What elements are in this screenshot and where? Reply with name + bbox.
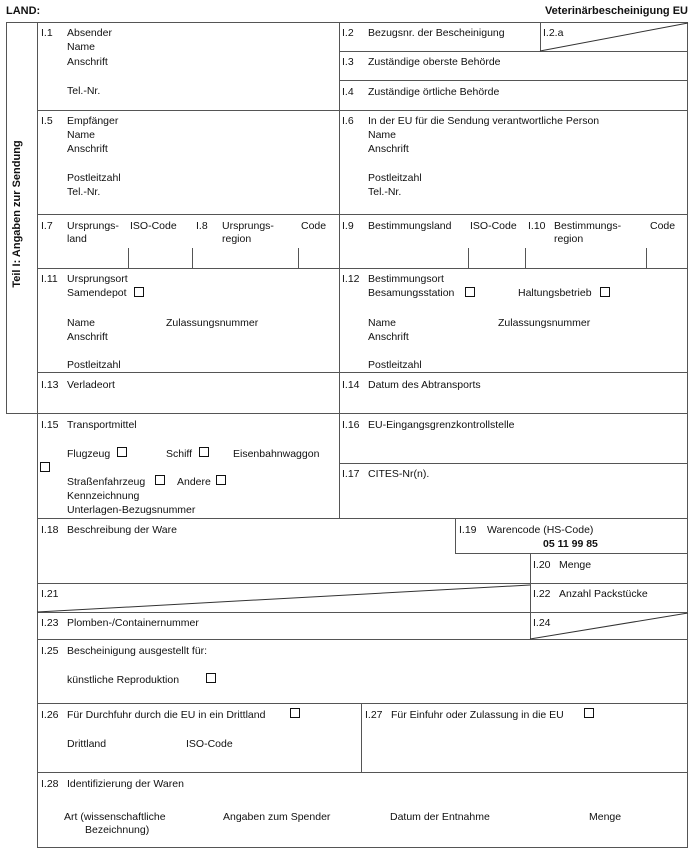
field-label: Anschrift — [67, 143, 108, 155]
box-number: I.8 — [196, 220, 208, 232]
box-number: I.25 — [41, 645, 59, 657]
grid-line — [37, 703, 688, 704]
grid-line — [339, 463, 688, 464]
box-number: I.22 — [533, 588, 551, 600]
box-i2a-number: I.2.a — [543, 27, 564, 39]
option-label: Andere — [177, 476, 211, 488]
grid-line — [298, 248, 299, 268]
box-number: I.1 — [41, 27, 53, 39]
column-header-quantity: Menge — [589, 811, 622, 823]
box-number: I.18 — [41, 524, 59, 536]
field-label: Zulassungsnummer — [166, 317, 259, 329]
field-label: Anschrift — [368, 143, 409, 155]
part-one-label: Teil I: Angaben zur Sendung — [11, 140, 23, 288]
box-title: Plomben-/Containernummer — [67, 617, 199, 629]
option-label: Flugzeug — [67, 448, 111, 460]
field-label: Postleitzahl — [368, 172, 422, 184]
box-i24-number: I.24 — [533, 617, 551, 629]
column-header-species: Art (wissenschaftliche — [64, 811, 166, 823]
option-label: Eisenbahnwaggon — [233, 448, 320, 460]
box-number: I.11 — [41, 273, 58, 285]
option-label: Samendepot — [67, 287, 127, 299]
certificate-title: Veterinärbescheinigung EU — [544, 5, 688, 17]
box-title: Zuständige örtliche Behörde — [368, 86, 500, 98]
box-title: Bestimmungsort — [368, 273, 444, 285]
grid-line — [455, 518, 456, 553]
box-title: Verladeort — [67, 379, 115, 391]
code-label: ISO-Code — [470, 220, 517, 232]
box-title: Ursprungs- — [67, 220, 119, 232]
aeroplane-checkbox[interactable] — [117, 447, 127, 457]
grid-line — [192, 248, 193, 268]
artificial-reproduction-checkbox[interactable] — [206, 673, 216, 683]
grid-line — [339, 80, 688, 81]
land-label: LAND: — [6, 5, 41, 17]
box-title: Ursprungs- — [222, 220, 274, 232]
column-header-collection-date: Datum der Entnahme — [390, 811, 490, 823]
insemination-station-checkbox[interactable] — [465, 287, 475, 297]
box-title: region — [222, 233, 252, 245]
box-title: Empfänger — [67, 115, 119, 127]
field-label: ISO-Code — [186, 738, 233, 750]
box-title: Bestimmungsland — [368, 220, 452, 232]
field-label: Anschrift — [368, 331, 409, 343]
box-title: Transportmittel — [67, 419, 137, 431]
grid-line — [37, 268, 688, 269]
box-number: I.17 — [342, 468, 360, 480]
box-number: I.28 — [41, 778, 59, 790]
holding-checkbox[interactable] — [600, 287, 610, 297]
box-number: I.27 — [365, 709, 383, 721]
box-title: Datum des Abtransports — [368, 379, 481, 391]
column-header-donor: Angaben zum Spender — [223, 811, 331, 823]
option-label: Schiff — [166, 448, 193, 460]
grid-line — [37, 214, 688, 215]
field-label: Name — [67, 317, 96, 329]
import-checkbox[interactable] — [584, 708, 594, 718]
box-number: I.14 — [342, 379, 360, 391]
box-title: Absender — [67, 27, 112, 39]
box-title: Menge — [559, 559, 592, 571]
field-label: Name — [67, 41, 96, 53]
box-number: I.6 — [342, 115, 354, 127]
grid-line — [468, 248, 469, 268]
railway-wagon-checkbox[interactable] — [40, 462, 50, 472]
code-label: ISO-Code — [130, 220, 177, 232]
box-title: Bescheinigung ausgestellt für: — [67, 645, 208, 657]
grid-line — [339, 51, 688, 52]
box-title: In der EU für die Sendung verantwortliche Person — [368, 115, 600, 127]
grid-line — [339, 22, 340, 518]
grid-line — [37, 518, 688, 519]
box-title: Für Durchfuhr durch die EU in ein Drittland — [67, 709, 266, 721]
box-title: Bestimmungs- — [554, 220, 622, 232]
option-label: Besamungsstation — [368, 287, 455, 299]
box-number: I.16 — [342, 419, 360, 431]
box-number: I.26 — [41, 709, 59, 721]
other-transport-checkbox[interactable] — [216, 475, 226, 485]
code-label: Code — [301, 220, 327, 232]
box-title: Für Einfuhr oder Zulassung in die EU — [391, 709, 564, 721]
box-title: Anzahl Packstücke — [559, 588, 648, 600]
box-title: Beschreibung der Ware — [67, 524, 177, 536]
grid-line — [361, 703, 362, 772]
box-number: I.12 — [342, 273, 360, 285]
field-label: Unterlagen-Bezugsnummer — [67, 504, 196, 516]
box-number: I.10 — [528, 220, 546, 232]
field-label: Postleitzahl — [67, 172, 121, 184]
code-label: Code — [650, 220, 676, 232]
semen-depot-checkbox[interactable] — [134, 287, 144, 297]
column-header-species: Bezeichnung) — [85, 824, 150, 836]
box-title: Ursprungsort — [67, 273, 128, 285]
grid-line — [37, 639, 688, 640]
box-title: Warencode (HS-Code) — [487, 524, 594, 536]
i21-strike-line — [37, 583, 530, 612]
grid-line — [37, 110, 688, 111]
option-label: Straßenfahrzeug — [67, 476, 146, 488]
grid-line — [37, 772, 688, 773]
transit-checkbox[interactable] — [290, 708, 300, 718]
grid-line — [128, 248, 129, 268]
field-label: Drittland — [67, 738, 107, 750]
option-label: künstliche Reproduktion — [67, 674, 180, 686]
grid-line — [687, 22, 688, 848]
box-title: Identifizierung der Waren — [67, 778, 184, 790]
field-label: Kennzeichnung — [67, 490, 140, 502]
grid-line — [37, 372, 688, 373]
box-number: I.2 — [342, 27, 354, 39]
field-label: Tel.-Nr. — [67, 85, 101, 97]
box-number: I.19 — [459, 524, 477, 536]
box-title: CITES-Nr(n). — [368, 468, 430, 480]
option-label: Haltungsbetrieb — [518, 287, 592, 299]
field-label: Anschrift — [67, 331, 108, 343]
hs-code-value: 05 11 99 85 — [543, 538, 598, 550]
grid-line — [455, 553, 688, 554]
field-label: Postleitzahl — [67, 359, 121, 371]
i24-strike-line — [530, 612, 688, 639]
field-label: Tel.-Nr. — [67, 186, 101, 198]
box-i21-number: I.21 — [41, 588, 59, 600]
box-number: I.23 — [41, 617, 59, 629]
field-label: Zulassungsnummer — [498, 317, 591, 329]
grid-line — [646, 248, 647, 268]
grid-line — [6, 413, 688, 414]
box-number: I.13 — [41, 379, 59, 391]
grid-line — [37, 22, 38, 848]
field-label: Tel.-Nr. — [368, 186, 402, 198]
grid-line — [37, 847, 688, 848]
grid-line — [525, 248, 526, 268]
field-label: Name — [368, 317, 397, 329]
box-number: I.15 — [41, 419, 59, 431]
road-vehicle-checkbox[interactable] — [155, 475, 165, 485]
box-number: I.20 — [533, 559, 551, 571]
box-title: land — [67, 233, 87, 245]
box-number: I.9 — [342, 220, 354, 232]
box-title: Bezugsnr. der Bescheinigung — [368, 27, 505, 39]
box-number: I.3 — [342, 56, 354, 68]
box-number: I.4 — [342, 86, 354, 98]
box-number: I.7 — [41, 220, 53, 232]
box-title: region — [554, 233, 584, 245]
field-label: Postleitzahl — [368, 359, 422, 371]
ship-checkbox[interactable] — [199, 447, 209, 457]
field-label: Anschrift — [67, 56, 108, 68]
box-title: Zuständige oberste Behörde — [368, 56, 501, 68]
box-title: EU-Eingangsgrenzkontrollstelle — [368, 419, 515, 431]
field-label: Name — [368, 129, 397, 141]
box-number: I.5 — [41, 115, 53, 127]
field-label: Name — [67, 129, 96, 141]
